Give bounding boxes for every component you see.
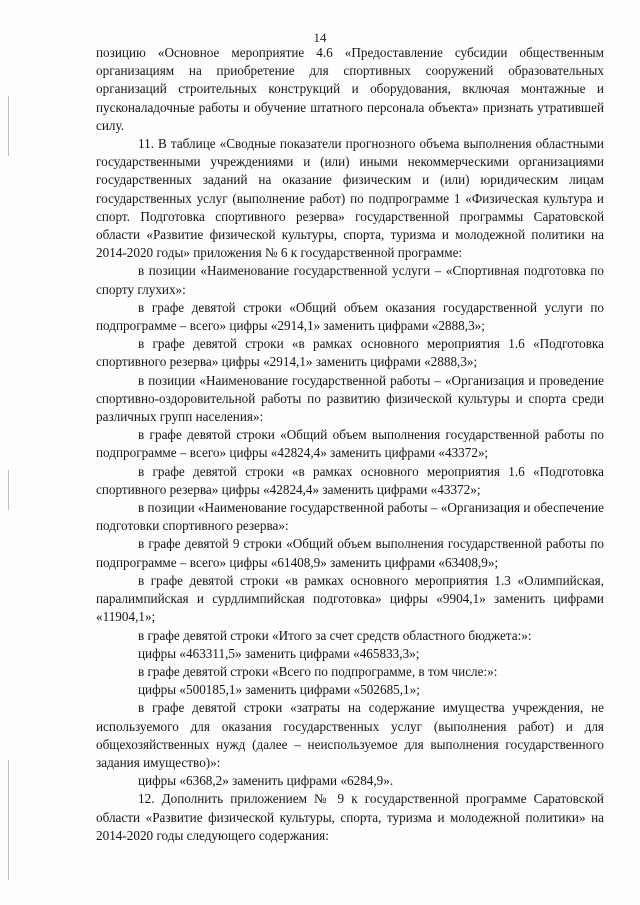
paragraph: цифры «500185,1» заменить цифрами «502685,1»; bbox=[138, 682, 420, 698]
paragraph: в графе девятой строки «Общий объем выполнения государственной работы по подпрограмме – всего» цифры «42824,4» заменить цифрами «43372»; bbox=[96, 427, 604, 461]
paragraph: в позиции «Наименование государственной услуги – «Спортивная подготовка по спорту глухих»: bbox=[96, 263, 604, 297]
paragraph: цифры «463311,5» заменить цифрами «465833,3»; bbox=[138, 645, 420, 661]
scan-margin-line bbox=[8, 96, 9, 156]
paragraph: позицию «Основное мероприятие 4.6 «Предоставление субсидии общественным организациям на приобретение для спортивных сооружений образовательных организаций строительных конструкций и оборудования, включая монтажные и пусконаладочные работы и обучение штатного персонала объекта» признать утратившей силу. bbox=[96, 45, 604, 133]
paragraph: в позиции «Наименование государственной работы – «Организация и обеспечение подготовки спортивного резерва»: bbox=[96, 500, 604, 534]
paragraph: в графе девятой строки «Общий объем оказания государственной услуги по подпрограмме – всего» цифры «2914,1» заменить цифрами «2888,3»; bbox=[96, 299, 604, 334]
paragraph: в графе девятой строки «затраты на содержание имущества учреждения, не используемого для оказания государственных услуг (выполнения работ) и для общехозяйственных нужд (далее – неиспользуемое для выполнения государственного задания имущество)»: bbox=[96, 700, 604, 770]
paragraph: в графе девятой строки «Итого за счет средств областного бюджета:»: bbox=[138, 627, 532, 643]
paragraph: в графе девятой строки «в рамках основного мероприятия 1.3 «Олимпийская, паралимпийская и сурдлимпийская подготовка» цифры «9904,1» заменить цифрами «11904,1»; bbox=[96, 572, 604, 625]
scan-margin-line bbox=[8, 470, 9, 510]
paragraph: цифры «6368,2» заменить цифрами «6284,9». bbox=[138, 773, 394, 789]
paragraph: в графе девятой строки «в рамках основного мероприятия 1.6 «Подготовка спортивного резерва» цифры «2914,1» заменить цифрами «2888,3»; bbox=[96, 336, 604, 370]
paragraph: в графе девятой строки «в рамках основного мероприятия 1.6 «Подготовка спортивного резерва» цифры «42824,4» заменить цифрами «43372»; bbox=[96, 463, 604, 497]
paragraph: в графе девятой 9 строки «Общий объем выполнения государственной работы по подпрограмме – всего» цифры «61408,9» заменить цифрами «63408,9»; bbox=[96, 536, 604, 570]
document-body bbox=[96, 44, 604, 845]
paragraph: 12. Дополнить приложением № 9 к государственной программе Саратовской области «Развитие физической культуры, спорта, туризма и молодежной политики» на 2014-2020 годы следующего содержания: bbox=[96, 791, 604, 843]
page-number: 14 bbox=[313, 30, 327, 45]
paragraph: в графе девятой строки «Всего по подпрограмме, в том числе:»: bbox=[138, 663, 498, 679]
scan-margin-line bbox=[8, 760, 9, 880]
paragraph: 11. В таблице «Сводные показатели прогнозного объема выполнения областными государственными учреждениями и (или) иными некоммерческими организациями государственных заданий на оказание физическим и (или) юридическим лицам государственных услуг (выполнение работ) по подпрограмме 1 «Физическая культура и спорт. Подготовка спортивного резерва» государственной программы Саратовской области «Развитие физической культуры, спорта, туризма и молодежной политики на 2014-2020 годы» приложения № 6 к государственной программе: bbox=[96, 136, 604, 261]
paragraph: в позиции «Наименование государственной работы – «Организация и проведение спортивно-оздоровительной работы по развитию физической культуры и спорта среди различных групп населения»: bbox=[96, 372, 604, 425]
